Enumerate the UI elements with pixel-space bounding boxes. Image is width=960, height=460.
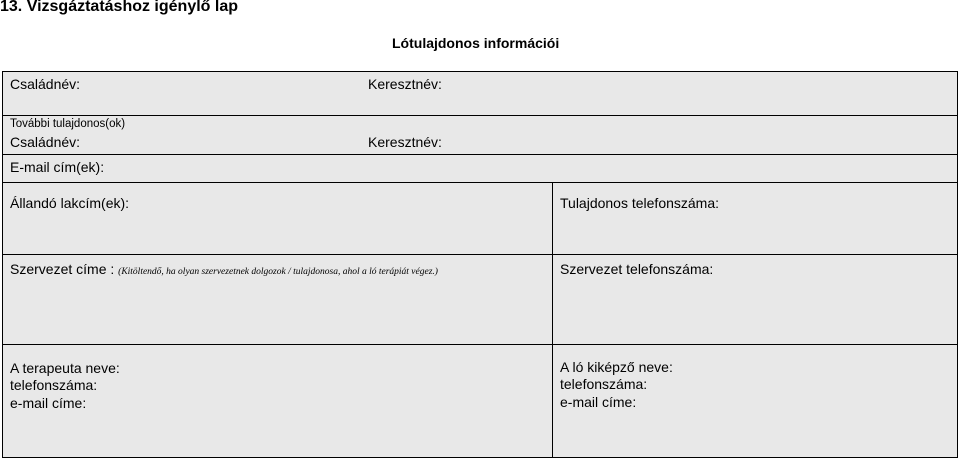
additional-owner-row[interactable]	[2, 115, 958, 155]
trainer-cell[interactable]	[552, 344, 958, 458]
owner-family-name-label: Családnév:	[10, 76, 81, 92]
email-label: E-mail cím(ek):	[10, 159, 105, 175]
organization-address-cell[interactable]	[2, 254, 553, 345]
organization-phone-label: Szervezet telefonszáma:	[560, 261, 714, 277]
therapist-email-label: e-mail címe:	[10, 395, 87, 411]
additional-owner-header: További tulajdonos(ok)	[10, 118, 126, 130]
owner-phone-label: Tulajdonos telefonszáma:	[560, 195, 720, 211]
organization-note: (Kitöltendő, ha olyan szervezetnek dolgozok / tulajdonosa, ahol a ló terápiát végez.)	[118, 267, 438, 277]
owner-phone-cell[interactable]	[552, 182, 958, 255]
therapist-phone-label: telefonszáma:	[10, 377, 98, 393]
additional-owner-given-name-label: Keresztnév:	[368, 134, 442, 150]
organization-phone-cell[interactable]	[552, 254, 958, 345]
organization-address-label: Szervezet címe :	[10, 261, 115, 277]
email-row[interactable]	[2, 154, 958, 183]
trainer-phone-label: telefonszáma:	[560, 376, 648, 392]
therapist-cell[interactable]	[2, 344, 553, 458]
owner-given-name-label: Keresztnév:	[368, 76, 442, 92]
additional-owner-family-name-label: Családnév:	[10, 134, 81, 150]
address-cell[interactable]	[2, 182, 553, 255]
organization-address-line	[10, 261, 438, 277]
trainer-name-label: A ló kiképző neve:	[560, 359, 673, 375]
trainer-email-label: e-mail címe:	[560, 394, 637, 410]
therapist-name-label: A terapeuta neve:	[10, 360, 120, 376]
owner-name-row[interactable]	[2, 71, 958, 116]
page-heading: 13. Vizsgáztatáshoz igénylő lap	[0, 0, 238, 15]
form-title: Lótulajdonos információi	[392, 35, 560, 51]
address-label: Állandó lakcím(ek):	[10, 195, 130, 211]
